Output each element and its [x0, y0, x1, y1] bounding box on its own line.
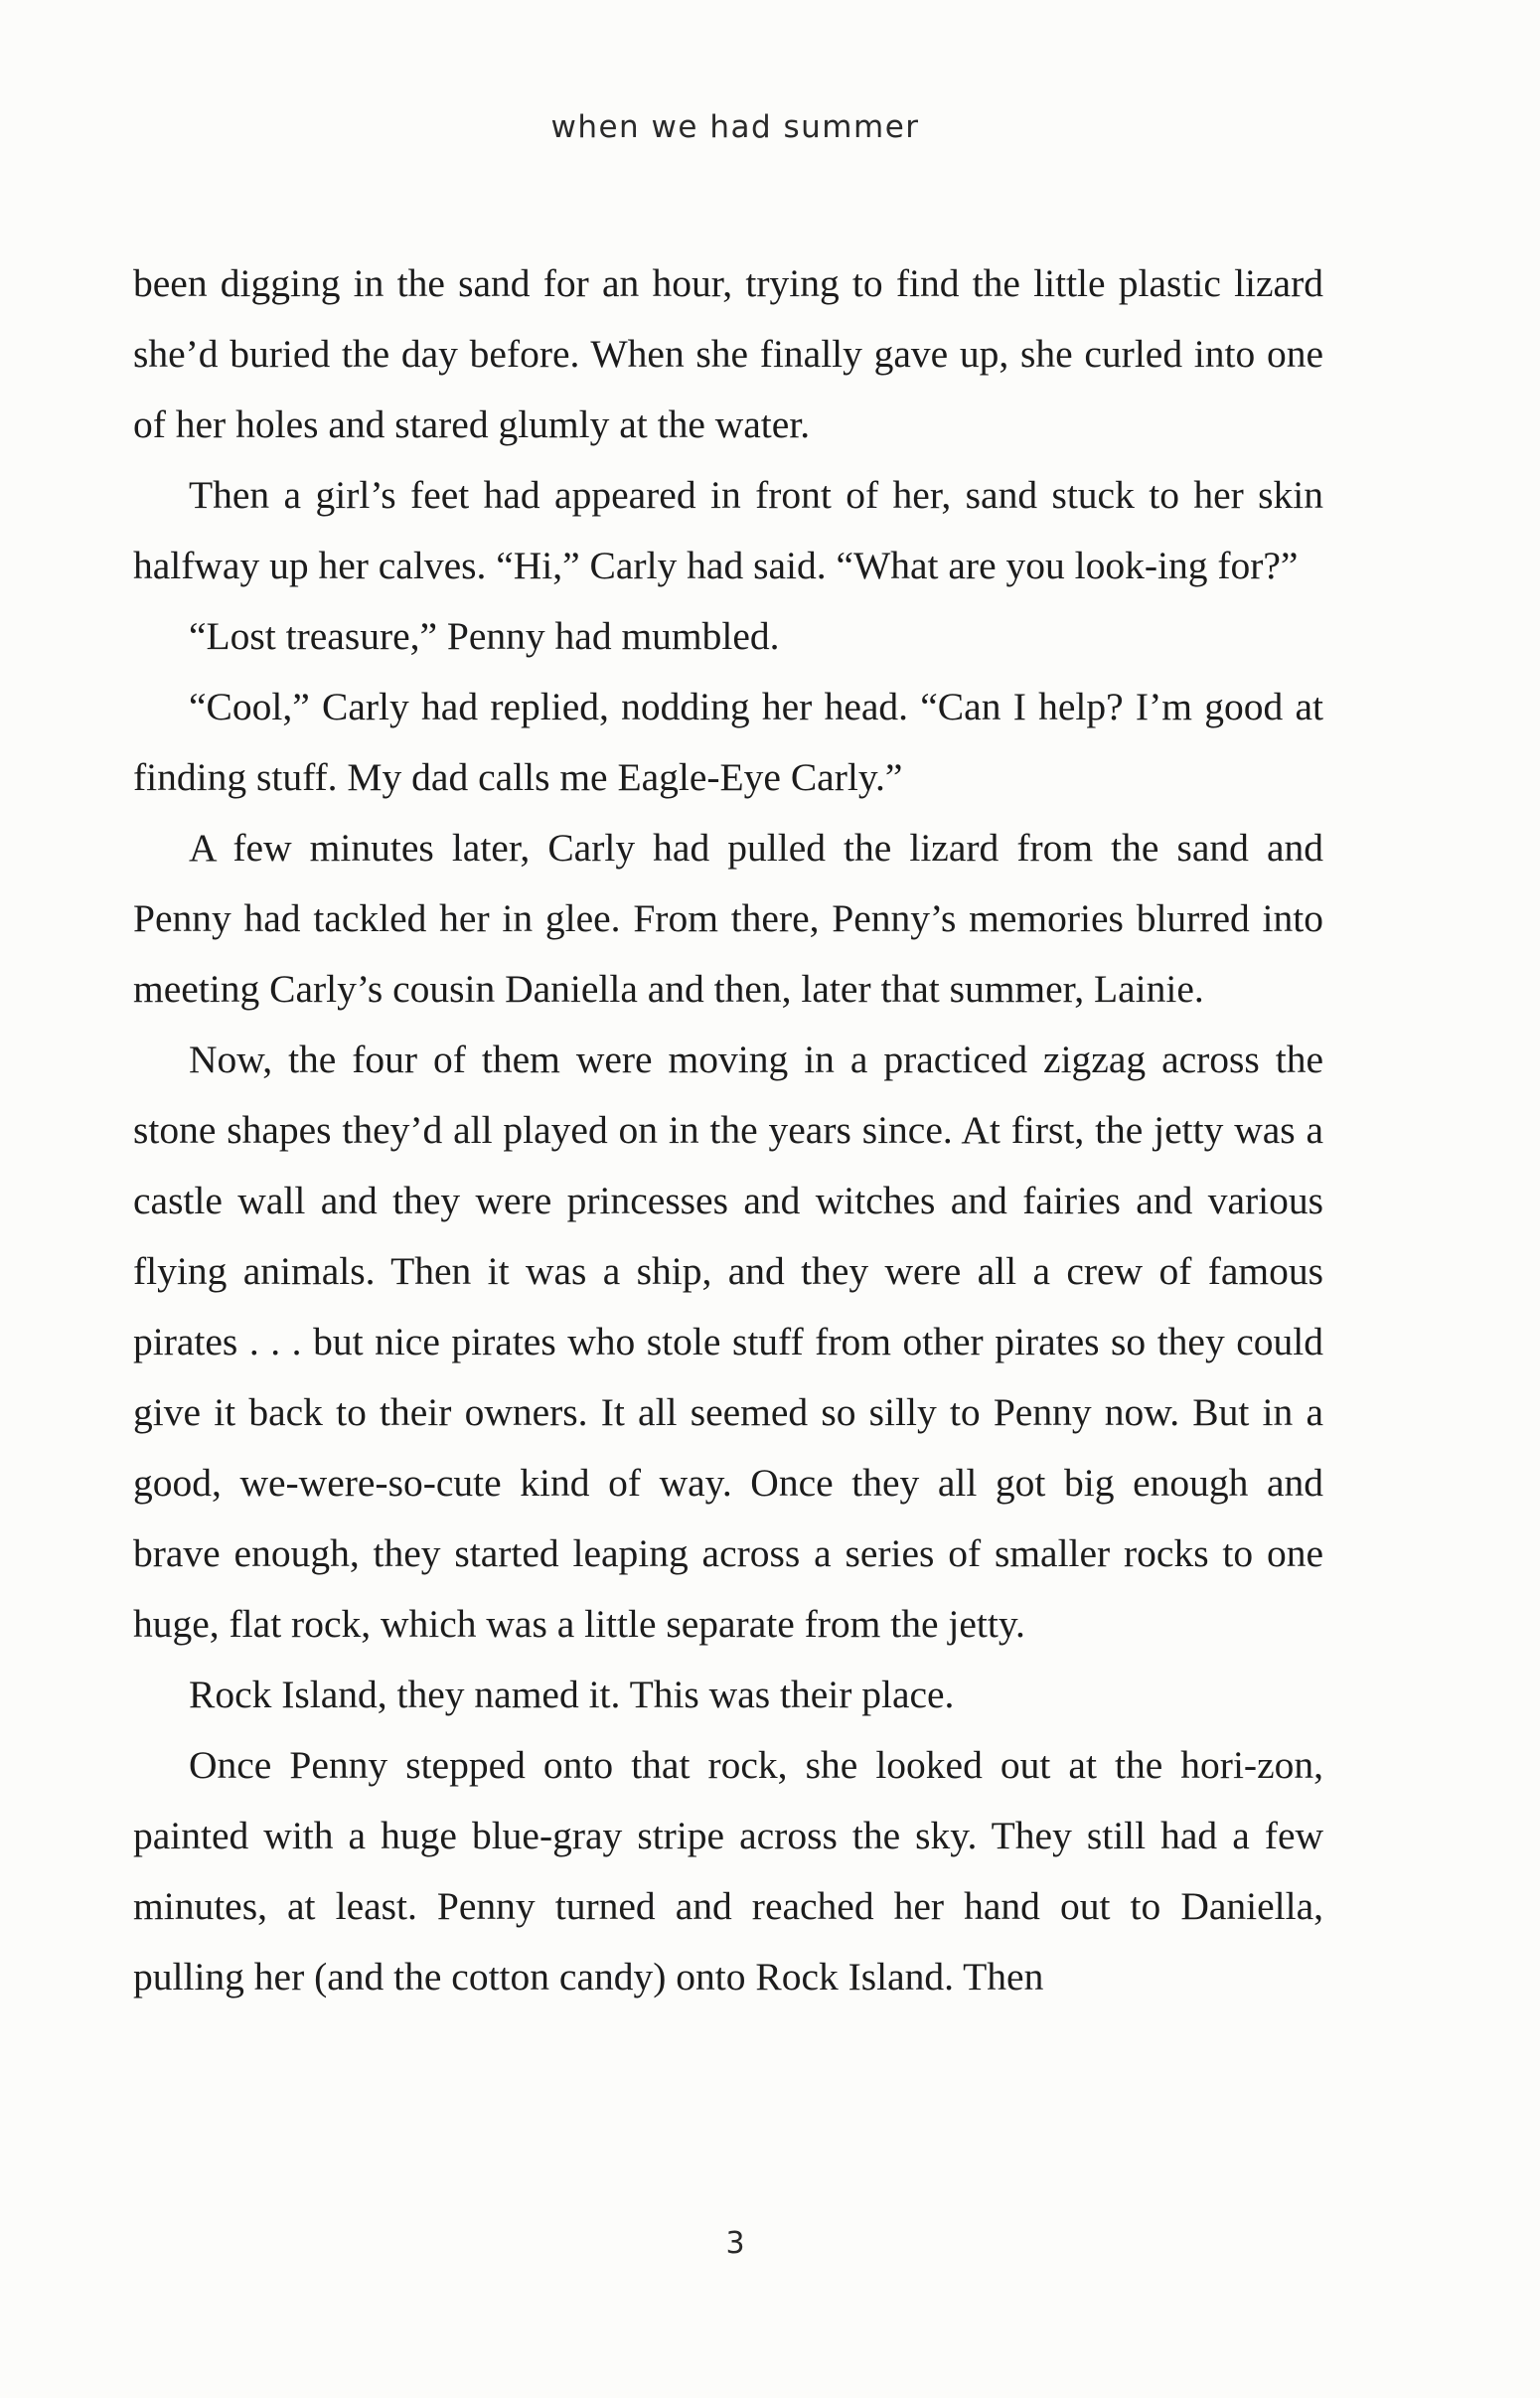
paragraph: been digging in the sand for an hour, trying to find the little plastic lizard she’d buried the day before. When she finally gave up, she curled into one of her holes and stared glumly at the water. — [133, 261, 1323, 446]
page-number: 3 — [725, 2226, 745, 2261]
paragraph: “Lost treasure,” Penny had mumbled. — [189, 614, 780, 658]
paragraph: Once Penny stepped onto that rock, she looked out at the hori-zon, painted with a huge blue-gray stripe across the sky. They still had a few minutes, at least. Penny turned and reached her hand out to Daniella, pulling her (and the cotton candy) onto Rock Island. Then — [133, 1743, 1323, 1998]
paragraph: A few minutes later, Carly had pulled the lizard from the sand and Penny had tackled her in glee. From there, Penny’s memories blurred into meeting Carly’s cousin Daniella and then, later that summer, Lainie. — [133, 826, 1323, 1011]
body-text — [133, 248, 1323, 2012]
paragraph: Rock Island, they named it. This was their place. — [189, 1673, 955, 1716]
paragraph: Then a girl’s feet had appeared in front of her, sand stuck to her skin halfway up her calves. “Hi,” Carly had said. “What are you look-ing for?” — [133, 473, 1323, 587]
paragraph: “Cool,” Carly had replied, nodding her head. “Can I help? I’m good at finding stuff. My dad calls me Eagle-Eye Carly.” — [133, 685, 1323, 799]
paragraph: Now, the four of them were moving in a practiced zigzag across the stone shapes they’d all played on in the years since. At first, the jetty was a castle wall and they were princesses and witches and fairies and various flying animals. Then it was a ship, and they were all a crew of famous pirates . . . but nice pirates who stole stuff from other pirates so they could give it back to their owners. It all seemed so silly to Penny now. But in a good, we-were-so-cute kind of way. Once they all got big enough and brave enough, they started leaping across a series of smaller rocks to one huge, flat rock, which was a little separate from the jetty. — [133, 1038, 1323, 1646]
running-head: when we had summer — [550, 109, 920, 145]
